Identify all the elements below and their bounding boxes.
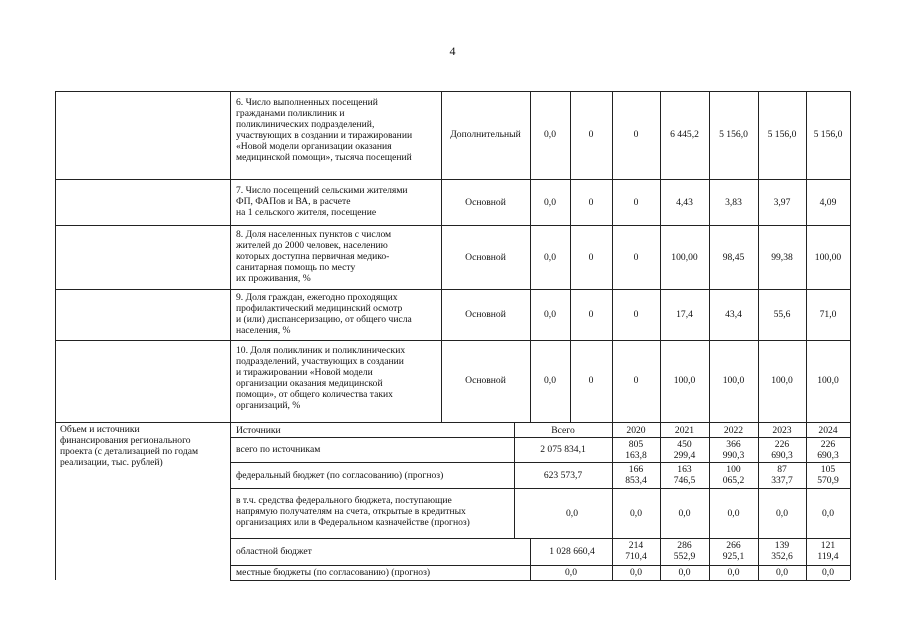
grid-line (55, 422, 850, 423)
finance-2022: 0,0 (727, 567, 740, 578)
finance-total: 2 075 834,1 (540, 444, 586, 455)
indicator-type: Основной (465, 252, 506, 263)
indicator-2022: 98,45 (722, 252, 745, 263)
indicator-name: 8. Доля населенных пунктов с числом жителей до 2000 человек, населению которых доступна первичная медико- санитарная помощь по месту их проживания, % (236, 229, 392, 284)
finance-total: 623 573,7 (543, 470, 583, 481)
finance-header-total: Всего (551, 425, 575, 436)
indicator-2023: 55,6 (773, 309, 791, 320)
finance-2021: 450 299,4 (673, 439, 696, 461)
finance-total: 0,0 (566, 508, 578, 519)
grid-line (230, 538, 850, 539)
finance-header-2020: 2020 (626, 425, 646, 436)
indicator-type: Основной (465, 375, 506, 386)
finance-2024: 0,0 (822, 567, 834, 578)
indicator-base: 0,0 (544, 309, 556, 320)
indicator-v1: 0 (588, 375, 594, 386)
indicator-type: Дополнительный (450, 129, 521, 140)
indicator-name: 10. Доля поликлиник и поликлинических подразделений, участвующих в создании и тиражировании «Новой модели организации оказания медицинской помощи», от общего количества таких организаций, % (236, 345, 406, 411)
grid-line (230, 488, 850, 489)
finance-2023: 0,0 (776, 567, 788, 578)
finance-2022: 0,0 (727, 508, 740, 519)
finance-2021: 0,0 (678, 508, 691, 519)
indicator-2021: 100,0 (673, 375, 696, 386)
finance-2021: 163 746,5 (673, 464, 696, 486)
indicator-base: 0,0 (544, 375, 556, 386)
finance-label: Объем и источники финансирования регионального проекта (с детализацией по годам реализации, тыс. рублей) (60, 424, 199, 468)
indicator-base: 0,0 (544, 252, 556, 263)
indicator-v2: 0 (633, 375, 639, 386)
indicator-2021: 6 445,2 (670, 129, 699, 140)
grid-line (55, 340, 850, 341)
grid-line (230, 462, 850, 463)
finance-header-sources: Источники (236, 425, 281, 436)
indicator-2021: 4,43 (676, 197, 693, 208)
finance-source: местные бюджеты (по согласованию) (прогноз) (236, 567, 431, 578)
indicator-2023: 100,0 (771, 375, 793, 386)
finance-source: областной бюджет (236, 546, 312, 557)
indicator-2023: 5 156,0 (767, 129, 797, 140)
indicator-v2: 0 (633, 197, 639, 208)
indicator-v1: 0 (588, 129, 594, 140)
finance-total: 1 028 660,4 (549, 546, 595, 557)
indicator-2024: 5 156,0 (813, 129, 843, 140)
finance-header-2022: 2022 (723, 425, 744, 436)
finance-2020: 214 710,4 (625, 540, 647, 562)
indicator-name: 9. Доля граждан, ежегодно проходящих профилактический медицинский осмотр и (или) диспансеризацию, от общего числа населения, % (236, 292, 412, 336)
finance-2022: 366 990,3 (722, 439, 745, 461)
indicator-name: 7. Число посещений сельскими жителями ФП, ФАПов и ВА, в расчете на 1 сельского жителя, посещение (236, 185, 408, 218)
indicator-2021: 17,4 (676, 309, 693, 320)
grid-line (55, 289, 850, 290)
finance-2023: 87 337,7 (771, 464, 793, 486)
finance-2020: 0,0 (630, 567, 642, 578)
indicator-2022: 5 156,0 (719, 129, 748, 140)
finance-2024: 105 570,9 (817, 464, 839, 486)
indicator-v1: 0 (588, 252, 594, 263)
indicator-2024: 71,0 (819, 309, 837, 320)
indicator-v1: 0 (588, 309, 594, 320)
finance-2020: 166 853,4 (625, 464, 647, 486)
indicator-2023: 3,97 (773, 197, 791, 208)
indicator-name: 6. Число выполненных посещений гражданами поликлиник и поликлинических подразделений, участвующих в создании и тиражировании «Новой модели организации оказания медицинской помощи», тысяча посещений (236, 97, 413, 163)
grid-line (55, 225, 850, 226)
finance-source: всего по источникам (236, 444, 321, 455)
finance-2024: 226 690,3 (817, 439, 839, 461)
grid-line (55, 179, 850, 180)
finance-2022: 100 065,2 (722, 464, 745, 486)
indicator-2024: 4,09 (819, 197, 837, 208)
grid-line (230, 565, 850, 566)
finance-2020: 805 163,8 (625, 439, 647, 461)
indicator-base: 0,0 (544, 129, 556, 140)
finance-2021: 0,0 (678, 567, 691, 578)
grid-line (230, 437, 850, 438)
indicator-v2: 0 (633, 309, 639, 320)
finance-source: в т.ч. средства федерального бюджета, поступающие напрямую получателям на счета, открытые в кредитных организациях или в Федеральном казначействе (прогноз) (236, 495, 470, 528)
finance-2022: 266 925,1 (722, 540, 745, 562)
indicator-2021: 100,00 (671, 252, 698, 263)
finance-source: федеральный бюджет (по согласованию) (прогноз) (236, 470, 444, 481)
indicator-2024: 100,00 (814, 252, 842, 263)
grid-line (55, 91, 850, 92)
finance-2020: 0,0 (630, 508, 642, 519)
finance-header-2023: 2023 (772, 425, 792, 436)
grid-line (850, 91, 851, 580)
indicator-2022: 3,83 (725, 197, 742, 208)
indicator-2022: 100,0 (722, 375, 745, 386)
grid-line (230, 580, 850, 581)
indicator-2023: 99,38 (771, 252, 793, 263)
finance-2023: 226 690,3 (771, 439, 793, 461)
finance-header-2024: 2024 (818, 425, 838, 436)
indicator-2022: 43,4 (725, 309, 742, 320)
indicator-v2: 0 (633, 252, 639, 263)
finance-2024: 121 119,4 (817, 540, 839, 562)
page-number: 4 (449, 44, 456, 58)
grid-line (55, 91, 56, 580)
indicator-type: Основной (465, 197, 506, 208)
indicator-base: 0,0 (544, 197, 556, 208)
indicator-v2: 0 (633, 129, 639, 140)
indicator-2024: 100,0 (817, 375, 839, 386)
finance-2024: 0,0 (822, 508, 834, 519)
finance-total: 0,0 (565, 567, 577, 578)
finance-2021: 286 552,9 (673, 540, 696, 562)
grid-line (230, 91, 231, 580)
finance-2023: 139 352,6 (771, 540, 793, 562)
finance-2023: 0,0 (776, 508, 788, 519)
indicator-v1: 0 (588, 197, 594, 208)
indicator-type: Основной (465, 309, 506, 320)
finance-header-2021: 2021 (674, 425, 695, 436)
